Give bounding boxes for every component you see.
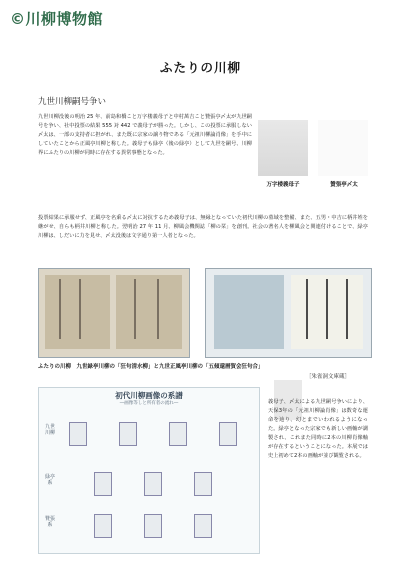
portrait-caption: 万字楼義母子 (266, 182, 300, 188)
book-page (45, 275, 110, 349)
diagram-subtitle: ―画像等しと所有者の流れ― (119, 401, 179, 406)
text-column (306, 279, 308, 339)
book-page (116, 275, 182, 349)
text-column (134, 279, 136, 339)
text-column (59, 279, 61, 339)
portraits (258, 120, 370, 194)
sidebar-paragraph: 義母子、〆太による九世嗣号争いにより、天保3年の「元祖川柳論肖像」は数奇な運命を辿り、幻とまでいわれるようになった。緑亭となった宗家でも新しい画軸が調製され、これまた同時に2本の川柳肖像軸が存在するということになった。本展では史上初めて2本の画軸が並び観覧される。 (268, 399, 368, 459)
book-photo-right (205, 268, 372, 358)
diagram-node (119, 422, 137, 446)
row-label: 贊張系 (45, 516, 56, 528)
portrait-caption: 贊張亭〆太 (330, 182, 358, 188)
lineage-diagram (38, 387, 260, 554)
portrait-photo (258, 120, 308, 176)
diagram-node (194, 514, 212, 538)
text-column (346, 279, 348, 339)
text-column (157, 279, 159, 339)
portrait-drawing (318, 120, 368, 176)
diagram-node (144, 472, 162, 496)
diagram-node (194, 472, 212, 496)
diagram-node (94, 472, 112, 496)
body-paragraph: 投票結果に承服せず、正風亭を名乗る〆太に対抗するため義母子は、無縁となっていた初代川柳の墓域を整備、また、五男・中吉に柄井姓を継がせ、自らも柄井川柳と称した。翌明治 27 年 11 月、柳風会機関誌「柳の栞」を創刊。社会の著名人を柳風会と関連付けることで、緑亭川柳は、しだいに力を見せ、〆太没後は文字通り第一人者となった。 (38, 215, 368, 239)
diagram-node (94, 514, 112, 538)
diagram-title: 初代川柳画像の系譜 (115, 391, 183, 400)
credit: ［朱雀洞文庫蔵］ (306, 374, 351, 380)
intro-paragraph: 九世川柳没後の明治 25 年、前島和橋こと万字楼義母子と中村萬吉こと贊張亭〆太が九世嗣号を争い、社中投票の結果 555 対 442 で義母子が勝った。しかし、この投票に承服しない〆太は、一部の支持者に担がれ、また既に宗家の譲り物である「元祖川柳論肖像」を手中にしていたことから正風亭川柳と称した。義母子も緑亭（後の緑亭）として九世を嗣号、川柳界にふたりの川柳が同時に存在する異常事態となった。 (38, 114, 252, 156)
row-label: 九世川柳 (45, 424, 56, 436)
diagram-node (69, 422, 87, 446)
book-photo-left (38, 268, 190, 358)
books-caption: ふたりの川柳 九世緑亭川柳の「狂句清水柳」と九世正風亭川柳の「五傾還暦賀会狂句合」 (38, 364, 264, 370)
row-label: 緑亭系 (45, 474, 56, 486)
section-heading: 九世川柳嗣号争い (38, 97, 107, 107)
diagram-node (169, 422, 187, 446)
text-column (79, 279, 81, 339)
text-column (326, 279, 328, 339)
diagram-node (219, 422, 237, 446)
diagram-node (144, 514, 162, 538)
page-title: ふたりの川柳 (159, 60, 241, 75)
museum-logo: ©川柳博物館 (10, 10, 104, 28)
book-cover (214, 275, 284, 349)
